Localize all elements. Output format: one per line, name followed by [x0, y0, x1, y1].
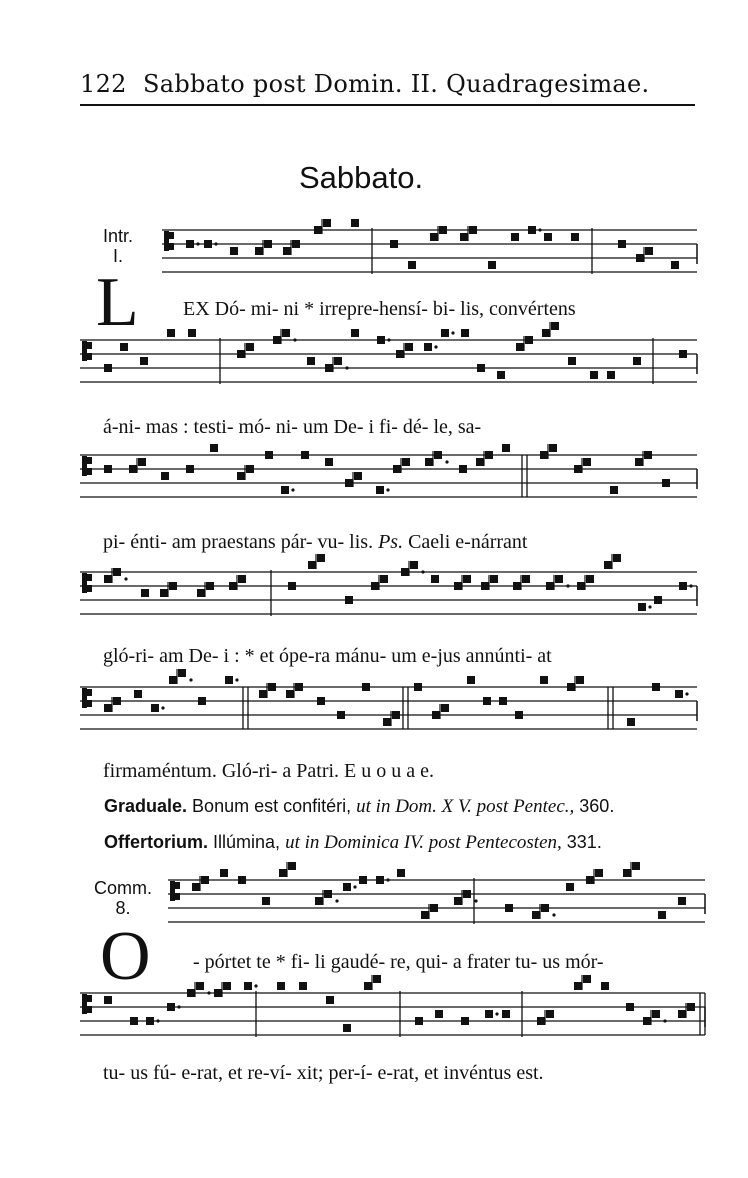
clef-mark: [86, 689, 92, 696]
neume-punctum: [299, 982, 307, 990]
neume-punctum: [424, 343, 432, 351]
clef-mark: [86, 574, 92, 581]
neume-punctum: [223, 982, 231, 990]
neume-punctum: [317, 554, 325, 562]
neume-punctum: [393, 465, 401, 473]
neume-dot: [689, 584, 692, 587]
neume-dot: [161, 706, 164, 709]
neume-dot: [177, 1005, 180, 1008]
neume-dot: [189, 678, 192, 681]
neume-punctum: [198, 697, 206, 705]
neume-punctum: [623, 869, 631, 877]
neume-punctum: [169, 676, 177, 684]
neume-punctum: [645, 247, 653, 255]
neume-punctum: [476, 458, 484, 466]
neume-dot: [386, 878, 389, 881]
neume-punctum: [134, 690, 142, 698]
offertorium-text: Illúmina,: [213, 832, 281, 852]
neume-dot: [235, 678, 238, 681]
neume-dot: [293, 338, 296, 341]
neume-punctum: [301, 451, 309, 459]
neume-punctum: [551, 322, 559, 330]
neume-punctum: [679, 350, 687, 358]
neume-punctum: [568, 357, 576, 365]
communion-initial: O: [100, 918, 151, 995]
neume-punctum: [210, 444, 218, 452]
offertorium-label: Offertorium.: [104, 832, 209, 852]
neume-dot: [254, 984, 257, 987]
neume-punctum: [326, 996, 334, 1004]
clef-mark: [86, 1006, 92, 1013]
neume-punctum: [214, 989, 222, 997]
neume-punctum: [463, 890, 471, 898]
neume-punctum: [540, 676, 548, 684]
neume-punctum: [377, 336, 385, 344]
introit-label-name: Intr.: [102, 226, 133, 246]
neume-dot: [451, 331, 454, 334]
neume-punctum: [516, 343, 524, 351]
neume-punctum: [541, 904, 549, 912]
communion-lyric-line-2: tu- us fú- e-rat, et re-ví- xit; per-í- e-rat, et invéntus est.: [103, 1062, 544, 1084]
neume-punctum: [186, 240, 194, 248]
neume-punctum: [408, 261, 416, 269]
neume-punctum: [246, 343, 254, 351]
neume-punctum: [238, 876, 246, 884]
neume-punctum: [610, 486, 618, 494]
neume-punctum: [188, 329, 196, 337]
neume-dot: [421, 570, 424, 573]
neume-punctum: [441, 704, 449, 712]
neume-punctum: [324, 890, 332, 898]
introit-label-mode: I.: [112, 246, 123, 266]
neume-punctum: [397, 869, 405, 877]
neume-punctum: [431, 575, 439, 583]
neume-punctum: [273, 336, 281, 344]
neume-punctum: [337, 711, 345, 719]
neume-punctum: [351, 219, 359, 227]
neume-punctum: [220, 869, 228, 877]
clef-mark: [86, 700, 92, 707]
neume-dot: [196, 242, 199, 245]
neume-punctum: [343, 883, 351, 891]
neume-punctum: [204, 240, 212, 248]
communion-label: [86, 878, 160, 918]
neume-punctum: [315, 897, 323, 905]
neume-punctum: [255, 247, 263, 255]
neume-dot: [214, 242, 217, 245]
neume-punctum: [546, 1010, 554, 1018]
neume-punctum: [595, 869, 603, 877]
neume-punctum: [549, 444, 557, 452]
neume-dot: [353, 885, 356, 888]
neume-punctum: [317, 697, 325, 705]
neume-punctum: [104, 364, 112, 372]
neume-punctum: [461, 1017, 469, 1025]
neume-punctum: [618, 240, 626, 248]
neume-punctum: [351, 329, 359, 337]
neume-punctum: [197, 589, 205, 597]
clef-mark: [86, 342, 92, 349]
neume-dot: [566, 584, 569, 587]
neume-punctum: [502, 1010, 510, 1018]
neume-dot: [445, 460, 448, 463]
neume-punctum: [505, 904, 513, 912]
neume-punctum: [281, 486, 289, 494]
neume-punctum: [576, 676, 584, 684]
neume-punctum: [658, 911, 666, 919]
neume-punctum: [288, 582, 296, 590]
introit-lyric-line-3-text: pi- énti- am praestans pár- vu- lis.: [103, 531, 374, 553]
neume-dot: [345, 366, 348, 369]
graduale-label: Graduale.: [104, 796, 188, 816]
neume-dot: [207, 991, 210, 994]
neume-punctum: [459, 465, 467, 473]
neume-punctum: [371, 582, 379, 590]
neume-punctum: [571, 233, 579, 241]
neume-punctum: [390, 240, 398, 248]
neume-punctum: [638, 603, 646, 611]
neume-punctum: [359, 876, 367, 884]
communion-label-mode: 8.: [115, 898, 131, 918]
neume-punctum: [613, 554, 621, 562]
neume-punctum: [635, 458, 643, 466]
neume-punctum: [380, 575, 388, 583]
neume-punctum: [435, 1010, 443, 1018]
neume-punctum: [434, 451, 442, 459]
neume-punctum: [376, 876, 384, 884]
neume-punctum: [279, 869, 287, 877]
neume-punctum: [376, 486, 384, 494]
neume-punctum: [454, 897, 462, 905]
neume-punctum: [687, 1003, 695, 1011]
neume-punctum: [497, 371, 505, 379]
neume-punctum: [229, 582, 237, 590]
neume-punctum: [636, 254, 644, 262]
neume-punctum: [140, 357, 148, 365]
neume-punctum: [283, 247, 291, 255]
neume-dot: [434, 345, 437, 348]
neume-punctum: [537, 1017, 545, 1025]
neume-punctum: [652, 683, 660, 691]
offertorium-reference: [104, 832, 602, 854]
neume-punctum: [410, 561, 418, 569]
neume-punctum: [286, 690, 294, 698]
neume-punctum: [678, 897, 686, 905]
clef-mark: [86, 995, 92, 1002]
neume-punctum: [485, 1010, 493, 1018]
neume-punctum: [679, 582, 687, 590]
neume-punctum: [566, 883, 574, 891]
neume-dot: [552, 913, 555, 916]
neume-punctum: [402, 458, 410, 466]
neume-punctum: [396, 350, 404, 358]
neume-punctum: [373, 975, 381, 983]
neume-punctum: [586, 876, 594, 884]
neume-punctum: [325, 458, 333, 466]
neume-punctum: [237, 472, 245, 480]
neume-punctum: [481, 582, 489, 590]
introit-lyric-line-3: [103, 531, 527, 554]
neume-punctum: [662, 479, 670, 487]
neume-punctum: [104, 996, 112, 1004]
neume-punctum: [515, 711, 523, 719]
graduale-text: Bonum est confitéri,: [192, 796, 352, 816]
neume-punctum: [277, 982, 285, 990]
neume-punctum: [169, 582, 177, 590]
neume-punctum: [627, 718, 635, 726]
neume-punctum: [439, 226, 447, 234]
neume-punctum: [430, 233, 438, 241]
neume-punctum: [483, 697, 491, 705]
neume-punctum: [308, 561, 316, 569]
neume-punctum: [295, 683, 303, 691]
neume-punctum: [542, 329, 550, 337]
neume-punctum: [583, 975, 591, 983]
neume-punctum: [490, 575, 498, 583]
neume-punctum: [151, 704, 159, 712]
clef-mark: [174, 882, 180, 889]
neume-punctum: [325, 364, 333, 372]
neume-punctum: [604, 561, 612, 569]
neume-punctum: [643, 1017, 651, 1025]
neume-punctum: [502, 444, 510, 452]
clef-mark: [86, 585, 92, 592]
neume-punctum: [633, 357, 641, 365]
graduale-reference: [104, 796, 614, 818]
neume-punctum: [167, 1003, 175, 1011]
neume-punctum: [225, 676, 233, 684]
neume-punctum: [525, 336, 533, 344]
neume-punctum: [652, 1010, 660, 1018]
neume-punctum: [167, 329, 175, 337]
neume-punctum: [583, 458, 591, 466]
neume-punctum: [196, 982, 204, 990]
neume-punctum: [161, 472, 169, 480]
neume-punctum: [323, 219, 331, 227]
neume-punctum: [511, 233, 519, 241]
neume-punctum: [146, 1017, 154, 1025]
neume-punctum: [415, 1017, 423, 1025]
neume-punctum: [104, 575, 112, 583]
neume-punctum: [383, 718, 391, 726]
neume-punctum: [432, 711, 440, 719]
neume-punctum: [354, 472, 362, 480]
introit-lyric-line-2: á-ni- mas : testi- mó- ni- um De- i fi- dé- le, sa-: [103, 416, 482, 438]
neume-punctum: [186, 465, 194, 473]
neume-punctum: [678, 1010, 686, 1018]
neume-punctum: [104, 465, 112, 473]
neume-punctum: [244, 982, 252, 990]
neume-punctum: [130, 1017, 138, 1025]
neume-punctum: [192, 883, 200, 891]
neume-punctum: [467, 676, 475, 684]
clef-mark: [168, 243, 174, 250]
neume-punctum: [513, 582, 521, 590]
neume-punctum: [307, 357, 315, 365]
neume-punctum: [463, 575, 471, 583]
neume-punctum: [405, 343, 413, 351]
neume-punctum: [632, 862, 640, 870]
neume-dot: [663, 1019, 666, 1022]
neume-punctum: [488, 261, 496, 269]
neume-punctum: [546, 582, 554, 590]
neume-punctum: [104, 704, 112, 712]
neume-punctum: [454, 582, 462, 590]
introit-lyric-line-4: gló-ri- am De- i : * et ópe-ra mánu- um e-jus annúnti- at: [103, 645, 552, 667]
neume-punctum: [460, 233, 468, 241]
neume-dot: [335, 899, 338, 902]
neume-punctum: [120, 343, 128, 351]
neume-punctum: [238, 575, 246, 583]
neume-punctum: [292, 240, 300, 248]
neume-punctum: [425, 458, 433, 466]
neume-dot: [386, 488, 389, 491]
neume-punctum: [334, 357, 342, 365]
neume-punctum: [265, 451, 273, 459]
neume-punctum: [364, 982, 372, 990]
neume-punctum: [469, 226, 477, 234]
introit-lyric-line-5: firmaméntum. Gló-ri- a Patri. E u o u a e.: [103, 760, 435, 782]
neume-punctum: [499, 697, 507, 705]
neume-punctum: [314, 226, 322, 234]
neume-punctum: [178, 669, 186, 677]
clef-mark: [174, 893, 180, 900]
neume-punctum: [237, 350, 245, 358]
neume-punctum: [671, 261, 679, 269]
neume-punctum: [345, 479, 353, 487]
neume-punctum: [626, 1003, 634, 1011]
neume-punctum: [262, 897, 270, 905]
neume-punctum: [264, 240, 272, 248]
clef-mark: [86, 353, 92, 360]
neume-punctum: [574, 982, 582, 990]
neume-punctum: [345, 596, 353, 604]
neume-punctum: [392, 711, 400, 719]
neume-punctum: [654, 596, 662, 604]
neume-punctum: [532, 911, 540, 919]
neume-dot: [124, 577, 127, 580]
neume-dot: [291, 488, 294, 491]
page-number: 122: [80, 70, 127, 98]
neume-punctum: [441, 329, 449, 337]
neume-punctum: [113, 697, 121, 705]
neume-punctum: [138, 458, 146, 466]
communion-lyric-line-1: - pórtet te * fi- li gaudé- re, qui- a frater tu- us mór-: [193, 951, 604, 973]
neume-punctum: [477, 364, 485, 372]
neume-punctum: [343, 1024, 351, 1032]
neume-punctum: [129, 465, 137, 473]
neume-dot: [156, 1019, 159, 1022]
neume-dot: [538, 228, 541, 231]
clef-mark: [86, 468, 92, 475]
neume-dot: [387, 338, 390, 341]
neume-punctum: [675, 690, 683, 698]
neume-punctum: [187, 989, 195, 997]
psalm-marker: Ps.: [378, 531, 404, 553]
neume-punctum: [601, 982, 609, 990]
neume-punctum: [268, 683, 276, 691]
neume-punctum: [574, 465, 582, 473]
neume-punctum: [540, 451, 548, 459]
neume-punctum: [590, 371, 598, 379]
neume-punctum: [230, 247, 238, 255]
neume-punctum: [259, 690, 267, 698]
neume-punctum: [141, 589, 149, 597]
section-title: Sabbato.: [299, 160, 424, 195]
neume-punctum: [113, 568, 121, 576]
neume-punctum: [414, 683, 422, 691]
neume-punctum: [522, 575, 530, 583]
neume-punctum: [461, 329, 469, 337]
clef-mark: [86, 457, 92, 464]
running-title: Sabbato post Domin. II. Quadragesimae.: [143, 70, 650, 98]
neume-punctum: [586, 575, 594, 583]
neume-punctum: [421, 911, 429, 919]
neume-dot: [685, 692, 688, 695]
neume-punctum: [485, 451, 493, 459]
neume-punctum: [544, 233, 552, 241]
communion-label-name: Comm.: [94, 878, 152, 898]
graduale-page: 360.: [579, 796, 615, 816]
neume-punctum: [644, 451, 652, 459]
neume-punctum: [282, 329, 290, 337]
offertorium-page: 331.: [566, 832, 602, 852]
neume-punctum: [555, 575, 563, 583]
introit-lyric-line-1: EX Dó- mi- ni * irrepre-hensí- bi- lis, convértens: [183, 298, 576, 320]
introit-initial: L: [96, 264, 139, 341]
neume-punctum: [246, 465, 254, 473]
neume-dot: [474, 899, 477, 902]
psalm-incipit: Caeli e-nárrant: [408, 531, 528, 553]
neume-punctum: [430, 904, 438, 912]
neume-punctum: [401, 568, 409, 576]
neume-punctum: [567, 683, 575, 691]
neume-punctum: [577, 582, 585, 590]
neume-punctum: [607, 371, 615, 379]
neume-punctum: [201, 876, 209, 884]
neume-dot: [495, 1012, 498, 1015]
neume-dot: [648, 605, 651, 608]
neume-punctum: [528, 226, 536, 234]
neume-punctum: [362, 683, 370, 691]
graduale-ref: ut in Dom. X V. post Pentec.,: [356, 796, 575, 817]
clef-mark: [168, 232, 174, 239]
neume-punctum: [206, 582, 214, 590]
neume-punctum: [288, 862, 296, 870]
neume-punctum: [160, 589, 168, 597]
offertorium-ref: ut in Dominica IV. post Pentecosten,: [285, 832, 562, 853]
